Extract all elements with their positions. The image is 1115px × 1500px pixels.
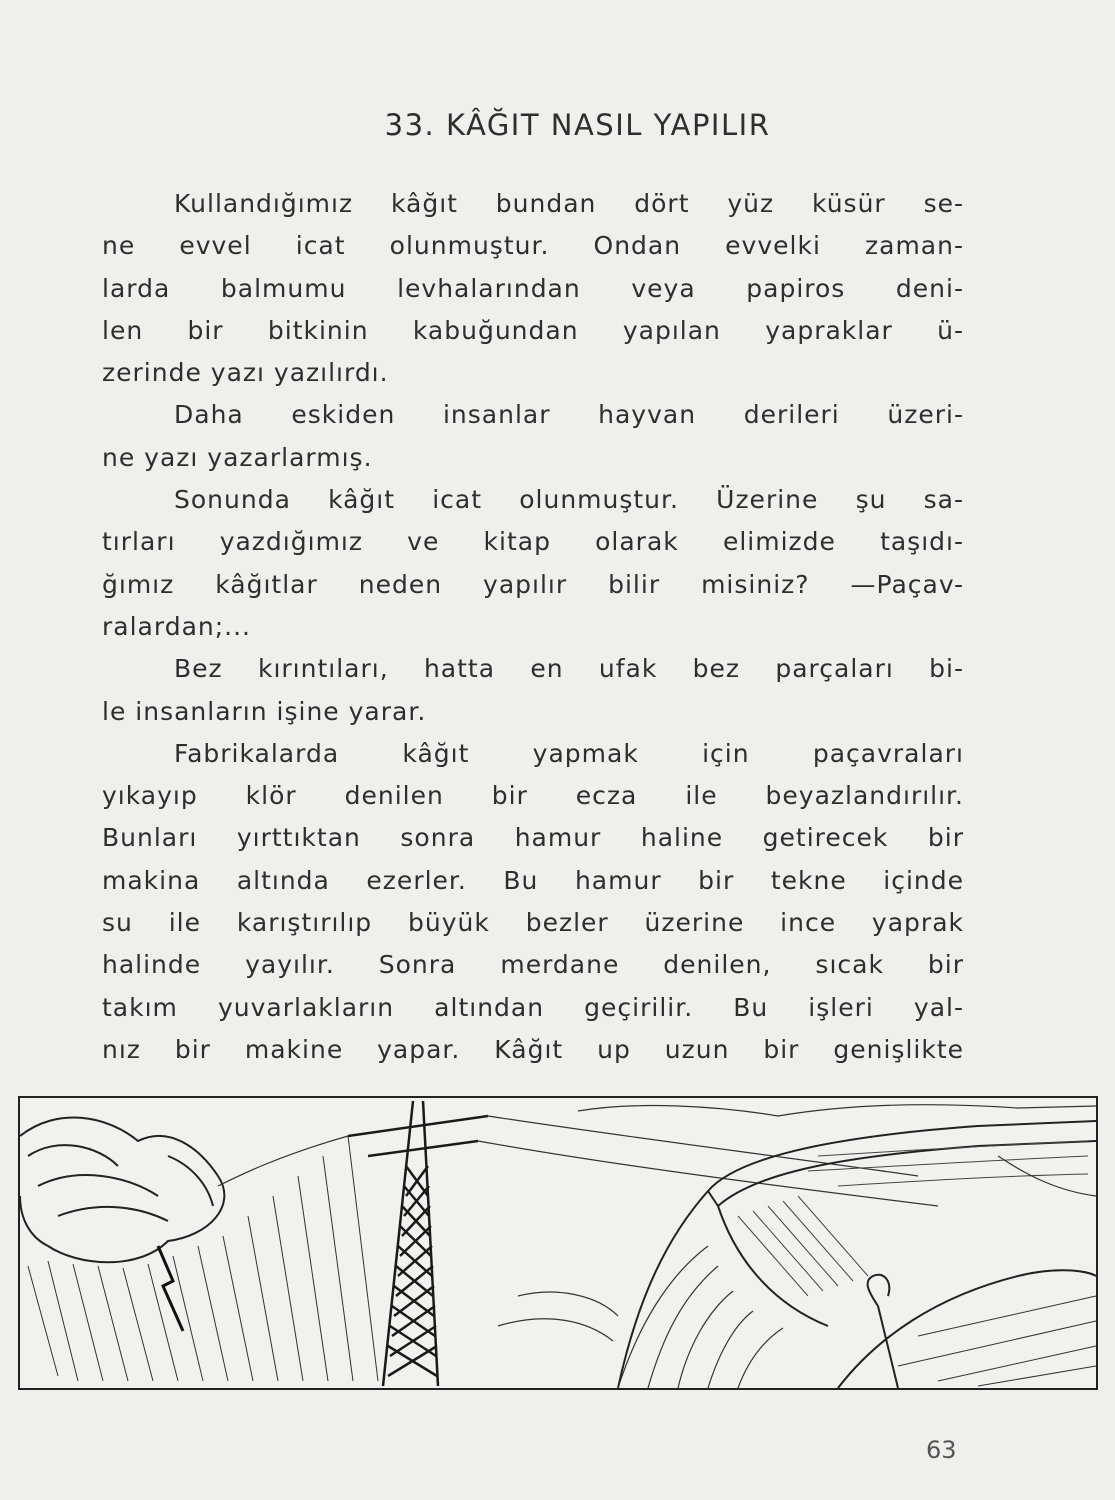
text-line: su ile karıştırılıp büyük bezler üzerine ince yaprak — [102, 908, 964, 938]
text-line: nız bir makine yapar. Kâğıt up uzun bir genişlikte — [102, 1034, 964, 1064]
text-line: Sonunda kâğıt icat olunmuştur. Üzerine şu sa- — [174, 485, 964, 515]
body-text — [102, 183, 964, 1071]
text-line: makina altında ezerler. Bu hamur bir tekne içinde — [102, 865, 964, 895]
text-line: Bunları yırttıktan sonra hamur haline getirecek bir — [102, 823, 964, 853]
text-line: ralardan;... — [102, 611, 251, 641]
text-line: len bir bitkinin kabuğundan yapılan yapraklar ü- — [102, 315, 964, 345]
text-line: ğımız kâğıtlar neden yapılır bilir misiniz? —Paçav- — [102, 569, 964, 599]
text-line: le insanların işine yarar. — [102, 696, 427, 726]
text-line: larda balmumu levhalarından veya papiros deni- — [102, 273, 964, 303]
dam-storm-illustration — [18, 1096, 1098, 1390]
page-title: 33. KÂĞIT NASIL YAPILIR — [384, 108, 771, 142]
text-line: Daha eskiden insanlar hayvan derileri üzeri- — [174, 400, 964, 430]
text-line: ne evvel icat olunmuştur. Ondan evvelki zaman- — [102, 231, 964, 261]
text-line: zerinde yazı yazılırdı. — [102, 358, 389, 388]
text-line: Fabrikalarda kâğıt yapmak için paçavraları — [174, 738, 964, 768]
text-line: Kullandığımız kâğıt bundan dört yüz küsür se- — [174, 189, 964, 218]
text-line: Bez kırıntıları, hatta en ufak bez parçaları bi- — [174, 654, 964, 684]
text-line: ne yazı yazarlarmış. — [102, 442, 373, 472]
text-line: takım yuvarlakların altından geçirilir. Bu işleri yal- — [102, 992, 964, 1022]
text-line: yıkayıp klör denilen bir ecza ile beyazlandırılır. — [102, 781, 964, 811]
page-number: 63 — [926, 1436, 957, 1464]
text-line: tırları yazdığımız ve kitap olarak elimizde taşıdı- — [102, 527, 964, 557]
text-line: halinde yayılır. Sonra merdane denilen, sıcak bir — [102, 950, 964, 980]
